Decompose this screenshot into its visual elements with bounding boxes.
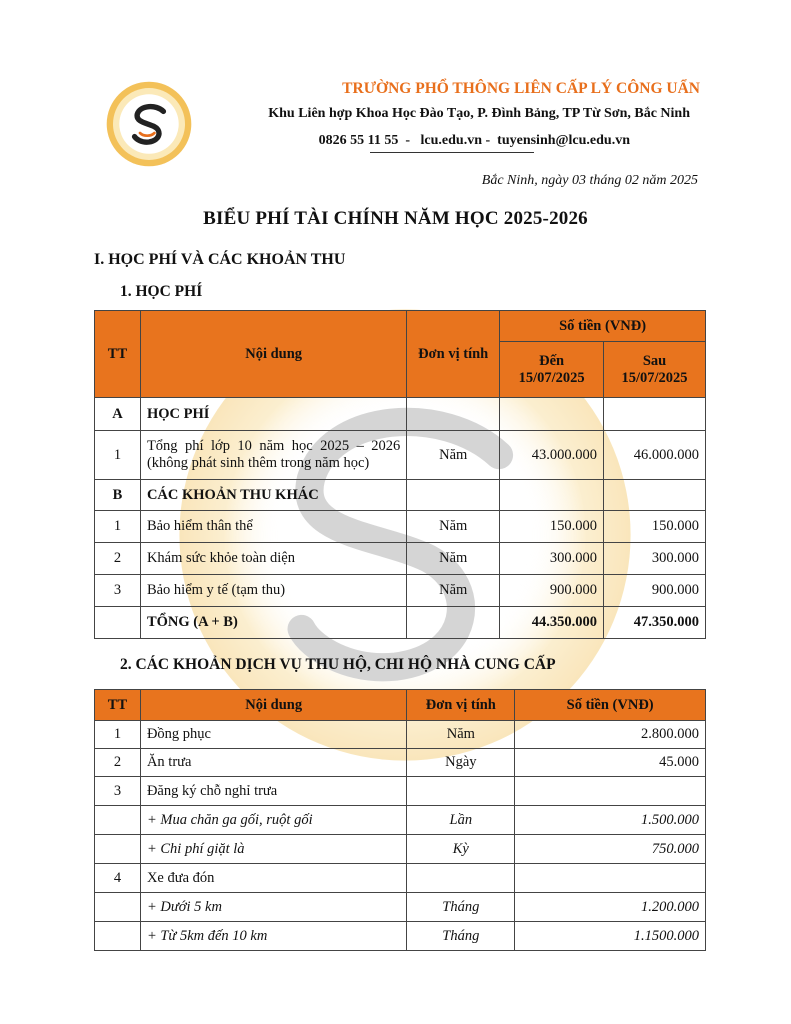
table-row: 1 Bảo hiểm thân thể Năm 150.000 150.000: [95, 511, 706, 543]
table-row: 3 Bảo hiểm y tế (tạm thu) Năm 900.000 900.000: [95, 575, 706, 607]
document-date: Bắc Ninh, ngày 03 tháng 02 năm 2025: [481, 173, 698, 188]
subsection-heading-services: 2. CÁC KHOẢN DỊCH VỤ THU HỘ, CHI HỘ NHÀ CUNG CẤP: [120, 656, 556, 673]
header-before-deadline: Đến 15/07/2025: [500, 342, 604, 398]
school-logo-icon: [104, 79, 194, 169]
header-amount: Số tiền (VNĐ): [500, 311, 706, 342]
table-row: A HỌC PHÍ: [95, 398, 706, 431]
table-row: 4 Xe đưa đón: [95, 864, 706, 893]
table-row: + Dưới 5 km Tháng 1.200.000: [95, 893, 706, 922]
table-row: 2 Ăn trưa Ngày 45.000: [95, 749, 706, 777]
table-row: 2 Khám sức khỏe toàn diện Năm 300.000 300.000: [95, 543, 706, 575]
header-amount: Số tiền (VNĐ): [515, 690, 706, 721]
contact-underline: [370, 152, 534, 153]
subsection-heading-tuition: 1. HỌC PHÍ: [120, 283, 203, 300]
page-title: BIỂU PHÍ TÀI CHÍNH NĂM HỌC 2025-2026: [203, 208, 588, 229]
section-heading: I. HỌC PHÍ VÀ CÁC KHOẢN THU: [94, 251, 346, 268]
header-content: Nội dung: [140, 311, 406, 398]
header-unit: Đơn vị tính: [407, 311, 500, 398]
table-total-row: TỔNG (A + B) 44.350.000 47.350.000: [95, 607, 706, 639]
tuition-table: [94, 310, 706, 639]
school-contact: 0826 55 11 55 - lcu.edu.vn - tuyensinh@lcu.edu.vn: [318, 133, 630, 148]
header-tt: TT: [95, 311, 141, 398]
school-address: Khu Liên hợp Khoa Học Đào Tạo, P. Đình Bảng, TP Từ Sơn, Bắc Ninh: [268, 106, 690, 121]
school-name: TRƯỜNG PHỔ THÔNG LIÊN CẤP LÝ CÔNG UẨN: [342, 80, 700, 97]
header-content: Nội dung: [140, 690, 406, 721]
table-row: 1 Tổng phí lớp 10 năm học 2025 – 2026 (không phát sinh thêm trong năm học) Năm 43.000.000 46.000.000: [95, 431, 706, 480]
header-unit: Đơn vị tính: [407, 690, 515, 721]
header-after-deadline: Sau 15/07/2025: [604, 342, 706, 398]
table-row: B CÁC KHOẢN THU KHÁC: [95, 480, 706, 511]
table-row: 3 Đăng ký chỗ nghỉ trưa: [95, 777, 706, 806]
table-row: + Mua chăn ga gối, ruột gối Lần 1.500.000: [95, 806, 706, 835]
services-table: [94, 689, 706, 951]
table-row: 1 Đồng phục Năm 2.800.000: [95, 721, 706, 749]
header-tt: TT: [95, 690, 141, 721]
table-row: + Chi phí giặt là Kỳ 750.000: [95, 835, 706, 864]
table-row: + Từ 5km đến 10 km Tháng 1.1500.000: [95, 922, 706, 951]
